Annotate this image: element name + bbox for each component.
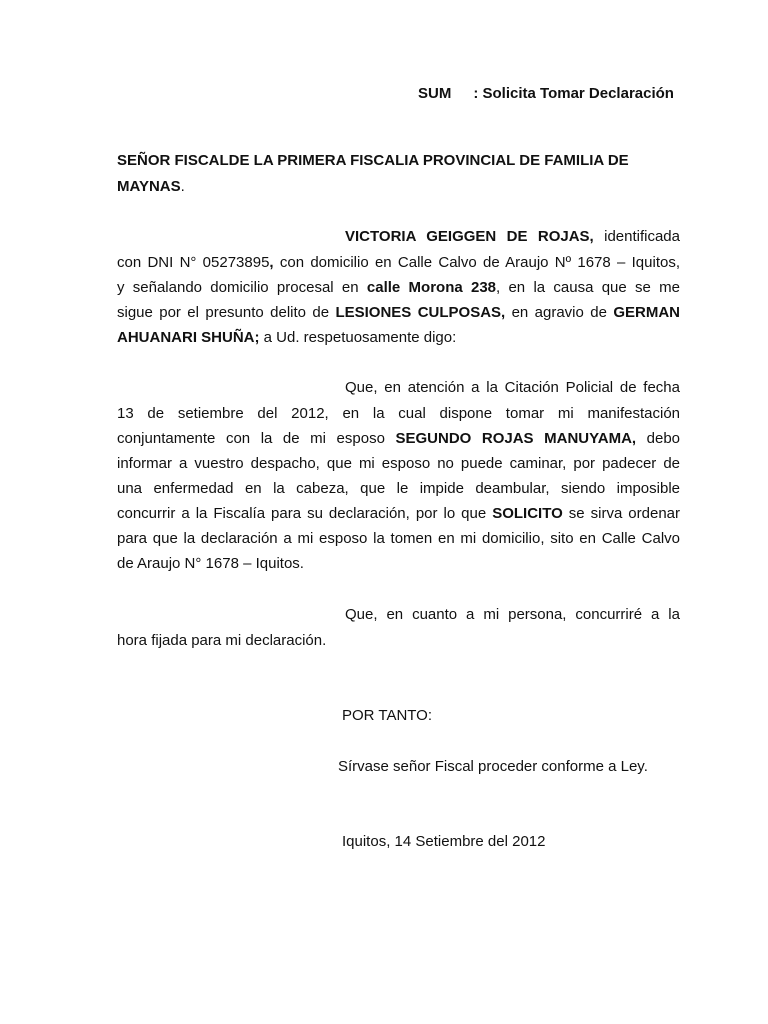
- offense-name: LESIONES CULPOSAS,: [335, 304, 506, 321]
- paragraph3-line-2: hora fijada para mi declaración.: [117, 632, 327, 649]
- aggrieved-name: GERMAN: [613, 304, 680, 321]
- paragraph3-line-1: Que, en cuanto a mi persona, concurriré a la: [345, 606, 680, 623]
- addressee-period: .: [180, 178, 185, 195]
- paragraph2-text: se sirva ordenar: [562, 505, 681, 522]
- paragraph2-line-3: [117, 430, 680, 448]
- paragraph2-line-6: [117, 505, 680, 523]
- spouse-name: SEGUNDO ROJAS MANUYAMA,: [395, 430, 637, 447]
- domicile-text: con domicilio en Calle Calvo de Araujo Nº 1678 – Iquitos,: [273, 254, 680, 271]
- paragraph1-line-4: [117, 304, 680, 322]
- paragraph1-line-2: [117, 254, 680, 272]
- paragraph2-text: conjuntamente con la de mi esposo: [117, 430, 396, 447]
- petitioner-name: VICTORIA GEIGGEN DE ROJAS,: [345, 228, 594, 245]
- solicito-keyword: SOLICITO: [492, 505, 563, 522]
- place-and-date: Iquitos, 14 Setiembre del 2012: [342, 833, 546, 850]
- por-tanto-heading: POR TANTO:: [342, 707, 433, 724]
- paragraph1-text: , en la causa que se me: [496, 279, 680, 296]
- dni-comma: ,: [269, 254, 274, 271]
- addressee-line-2: [117, 178, 185, 196]
- sum-line: [418, 85, 674, 103]
- paragraph2-line-5: una enfermedad en la cabeza, que le impide deambular, siendo imposible: [117, 480, 680, 497]
- paragraph1-line-1: [345, 228, 680, 246]
- paragraph2-text: concurrir a la Fiscalía para su declaración, por lo que: [117, 505, 493, 522]
- procedural-address: calle Morona 238: [366, 279, 497, 296]
- paragraph2-text: debo: [636, 430, 681, 447]
- addressee-line-1: SEÑOR FISCALDE LA PRIMERA FISCALIA PROVINCIAL DE FAMILIA DE: [117, 152, 629, 169]
- paragraph2-line-1: Que, en atención a la Citación Policial de fecha: [345, 379, 680, 396]
- dni-text: con DNI N° 05273895: [117, 254, 270, 271]
- paragraph2-line-2: 13 de setiembre del 2012, en la cual dispone tomar mi manifestación: [117, 405, 680, 422]
- closing-request: Sírvase señor Fiscal proceder conforme a Ley.: [338, 758, 648, 775]
- sum-text: : Solicita Tomar Declaración: [473, 85, 674, 102]
- paragraph1-text: identificada: [593, 228, 680, 245]
- paragraph2-line-7: para que la declaración a mi esposo la tomen en mi domicilio, sito en Calle Calvo: [117, 530, 680, 547]
- paragraph1-text: en agravio de: [505, 304, 614, 321]
- paragraph2-line-8: de Araujo N° 1678 – Iquitos.: [117, 555, 304, 572]
- paragraph2-line-4: informar a vuestro despacho, que mi esposo no puede caminar, por padecer de: [117, 455, 680, 472]
- paragraph1-text: y señalando domicilio procesal en: [117, 279, 367, 296]
- paragraph1-text: sigue por el presunto delito de: [117, 304, 336, 321]
- aggrieved-surname: AHUANARI SHUÑA;: [117, 329, 260, 346]
- paragraph1-line-3: [117, 279, 680, 297]
- addressee-maynas: MAYNAS: [117, 178, 181, 195]
- paragraph1-text: a Ud. respetuosamente digo:: [259, 329, 457, 346]
- sum-label: SUM: [418, 85, 452, 102]
- paragraph1-line-5: [117, 329, 456, 347]
